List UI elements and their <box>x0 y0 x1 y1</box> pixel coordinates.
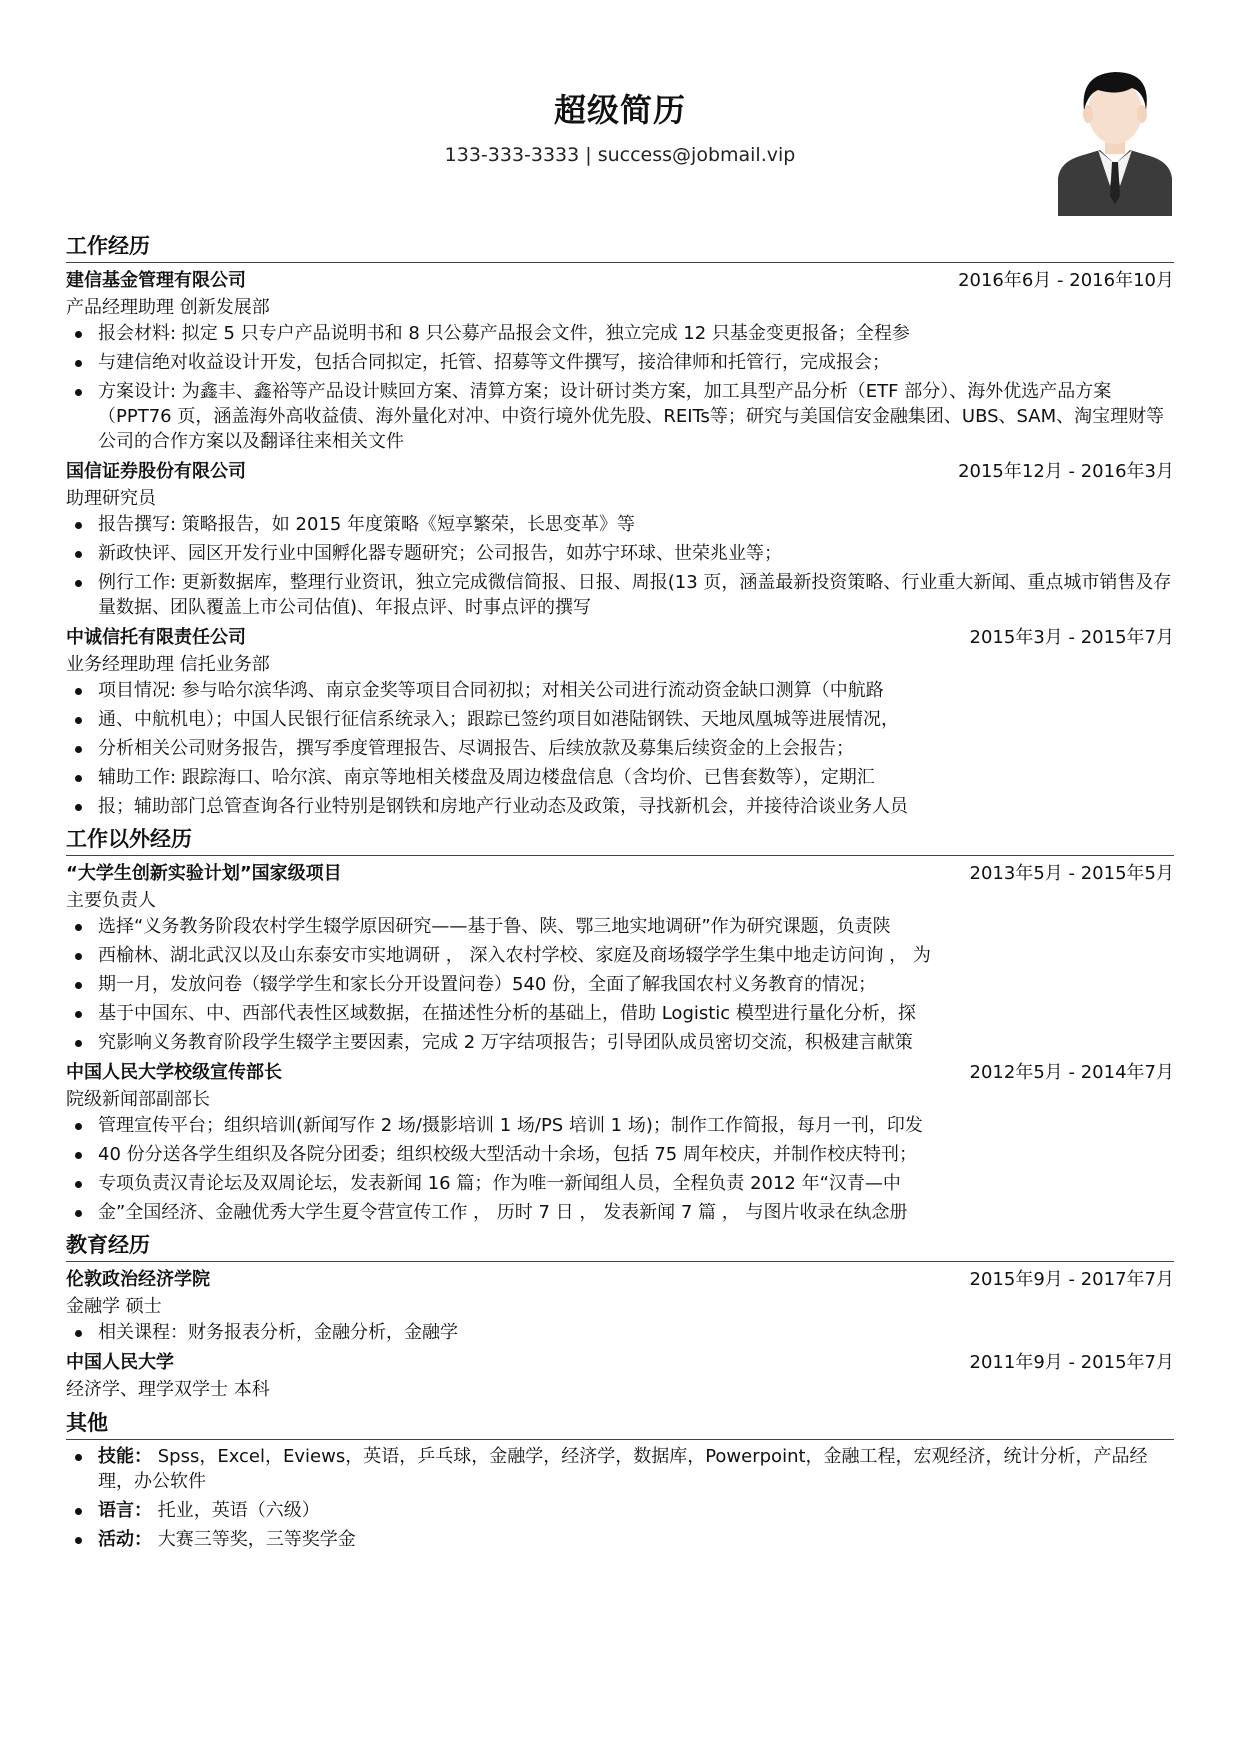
bullet-item: 通、中航机电）；中国人民银行征信系统录入；跟踪已签约项目如港陆钢铁、天地凤凰城等进展情况， <box>98 707 1174 732</box>
organization: 国信证券股份有限公司 <box>66 461 246 482</box>
date-range: 2016年6月 - 2016年10月 <box>958 270 1174 291</box>
degree: 金融学 硕士 <box>66 1296 162 1317</box>
organization: “大学生创新实验计划”国家级项目 <box>66 863 342 884</box>
bullet-item: 分析相关公司财务报告，撰写季度管理报告、尽调报告、后续放款及募集后续资金的上会报告； <box>98 736 1174 761</box>
date-range: 2013年5月 - 2015年5月 <box>969 863 1174 884</box>
bullet-item: 新政快评、园区开发行业中国孵化器专题研究；公司报告，如苏宁环球、世荣兆业等； <box>98 541 1174 566</box>
section-title-work: 工作经历 <box>66 232 1174 263</box>
bullet-item: 与建信绝对收益设计开发，包括合同拟定，托管、招募等文件撰写，接洽律师和托管行，完成报会； <box>98 350 1174 375</box>
bullet-item: 基于中国东、中、西部代表性区域数据，在描述性分析的基础上，借助 Logistic 模型进行量化分析，探 <box>98 1001 1174 1026</box>
bullet-item: 西榆林、湖北武汉以及山东泰安市实地调研 ， 深入农村学校、家庭及商场辍学学生集中地走访问询 ， 为 <box>98 943 1174 968</box>
activities-text: 大赛三等奖，三等奖学金 <box>152 1529 356 1550</box>
bullet-item: 报告撰写: 策略报告，如 2015 年度策略《短享繁荣，长思变革》等 <box>98 512 1174 537</box>
date-range: 2012年5月 - 2014年7月 <box>969 1062 1174 1083</box>
entry-header <box>66 267 1174 294</box>
bullet-item: 选择“义务教务阶段农村学生辍学原因研究——基于鲁、陕、鄂三地实地调研”作为研究课题，负责陕 <box>98 914 1174 939</box>
languages-label: 语言： <box>98 1500 152 1521</box>
skills-text: Spss，Excel，Eviews，英语，乒乓球，金融学，经济学，数据库，Powerpoint，金融工程，宏观经济，统计分析，产品经理，办公软件 <box>98 1446 1148 1492</box>
entry-header <box>66 458 1174 485</box>
bullet-item: 管理宣传平台；组织培训(新闻写作 2 场/摄影培训 1 场/PS 培训 1 场)；制作工作简报，每月一刊，印发 <box>98 1113 1174 1138</box>
work-entry <box>66 267 1174 454</box>
resume-header <box>0 88 1240 168</box>
bullet-list <box>66 678 1174 819</box>
role: 院级新闻部副部长 <box>66 1089 210 1110</box>
bullet-list <box>66 1113 1174 1225</box>
role: 助理研究员 <box>66 488 156 509</box>
role: 业务经理助理 信托业务部 <box>66 654 270 675</box>
bullet-list <box>66 1320 1174 1345</box>
role: 主要负责人 <box>66 890 156 911</box>
organization: 中国人民大学校级宣传部长 <box>66 1062 282 1083</box>
bullet-list <box>66 512 1174 620</box>
bullet-item: 期一月，发放问卷（辍学学生和家长分开设置问卷）540 份，全面了解我国农村义务教育的情况； <box>98 972 1174 997</box>
extra-entry <box>66 1059 1174 1225</box>
bullet-list <box>66 914 1174 1055</box>
role: 产品经理助理 创新发展部 <box>66 297 270 318</box>
entry-header <box>66 1349 1174 1376</box>
school: 伦敦政治经济学院 <box>66 1269 210 1290</box>
extra-entry <box>66 860 1174 1055</box>
organization: 建信基金管理有限公司 <box>66 270 246 291</box>
date-range: 2015年12月 - 2016年3月 <box>958 461 1174 482</box>
resume-content <box>66 226 1174 1556</box>
activities-item <box>98 1527 1174 1552</box>
skills-item <box>98 1444 1174 1494</box>
bullet-item: 报；辅助部门总管查询各行业特别是钢铁和房地产行业动态及政策，寻找新机会，并接待洽谈业务人员 <box>98 794 1174 819</box>
bullet-item: 辅助工作: 跟踪海口、哈尔滨、南京等地相关楼盘及周边楼盘信息（含均价、已售套数等），定期汇 <box>98 765 1174 790</box>
bullet-item: 40 份分送各学生组织及各院分团委；组织校级大型活动十余场，包括 75 周年校庆，并制作校庆特刊； <box>98 1142 1174 1167</box>
bullet-item: 报会材料: 拟定 5 只专户产品说明书和 8 只公募产品报会文件，独立完成 12 只基金变更报备；全程参 <box>98 321 1174 346</box>
bullet-item: 金”全国经济、金融优秀大学生夏令营宣传工作 ， 历时 7 日 ， 发表新闻 7 篇 ， 与图片收录在纨念册 <box>98 1200 1174 1225</box>
bullet-item: 专项负责汉青论坛及双周论坛，发表新闻 16 篇；作为唯一新闻组人员，全程负责 2012 年“汉青—中 <box>98 1171 1174 1196</box>
school: 中国人民大学 <box>66 1352 174 1373</box>
bullet-list <box>66 321 1174 454</box>
avatar-ear-right <box>1137 105 1147 123</box>
languages-item <box>98 1498 1174 1523</box>
skills-label: 技能： <box>98 1446 152 1467</box>
entry-header <box>66 1266 1174 1293</box>
date-range: 2015年9月 - 2017年7月 <box>969 1269 1174 1290</box>
degree: 经济学、理学双学士 本科 <box>66 1379 270 1400</box>
education-entry <box>66 1349 1174 1403</box>
bullet-item: 究影响义务教育阶段学生辍学主要因素，完成 2 万字结项报告；引导团队成员密切交流，积极建言献策 <box>98 1030 1174 1055</box>
date-range: 2011年9月 - 2015年7月 <box>969 1352 1174 1373</box>
languages-text: 托业，英语（六级） <box>152 1500 320 1521</box>
bullet-item: 项目情况: 参与哈尔滨华鸿、南京金奖等项目合同初拟；对相关公司进行流动资金缺口测算（中航路 <box>98 678 1174 703</box>
contact-info: 133-333-3333 | success@jobmail.vip <box>444 144 796 166</box>
other-list <box>66 1444 1174 1552</box>
section-title-other: 其他 <box>66 1409 1174 1440</box>
bullet-item: 方案设计: 为鑫丰、鑫裕等产品设计赎回方案、清算方案；设计研讨类方案，加工具型产品分析（ETF 部分）、海外优选产品方案（PPT76 页，涵盖海外高收益债、海外量化对冲、中资行境外优先股、REITs等；研究与美国信安金融集团、UBS、SAM、淘宝理财等公司的合作方案以及翻译往来相关文件 <box>98 379 1174 454</box>
date-range: 2015年3月 - 2015年7月 <box>969 627 1174 648</box>
entry-header <box>66 1059 1174 1086</box>
entry-header <box>66 860 1174 887</box>
activities-label: 活动： <box>98 1529 152 1550</box>
work-entry <box>66 458 1174 620</box>
section-title-extra: 工作以外经历 <box>66 825 1174 856</box>
education-entry <box>66 1266 1174 1345</box>
avatar-icon <box>1058 66 1172 216</box>
resume-title: 超级简历 <box>553 91 686 129</box>
bullet-item: 例行工作: 更新数据库，整理行业资讯，独立完成微信简报、日报、周报(13 页，涵盖最新投资策略、行业重大新闻、重点城市销售及存量数据、团队覆盖上市公司估值)、年报点评、时事点评的撰写 <box>98 570 1174 620</box>
bullet-item: 相关课程：财务报表分析，金融分析，金融学 <box>98 1320 1174 1345</box>
work-entry <box>66 624 1174 819</box>
section-title-education: 教育经历 <box>66 1231 1174 1262</box>
entry-header <box>66 624 1174 651</box>
organization: 中诚信托有限责任公司 <box>66 627 246 648</box>
